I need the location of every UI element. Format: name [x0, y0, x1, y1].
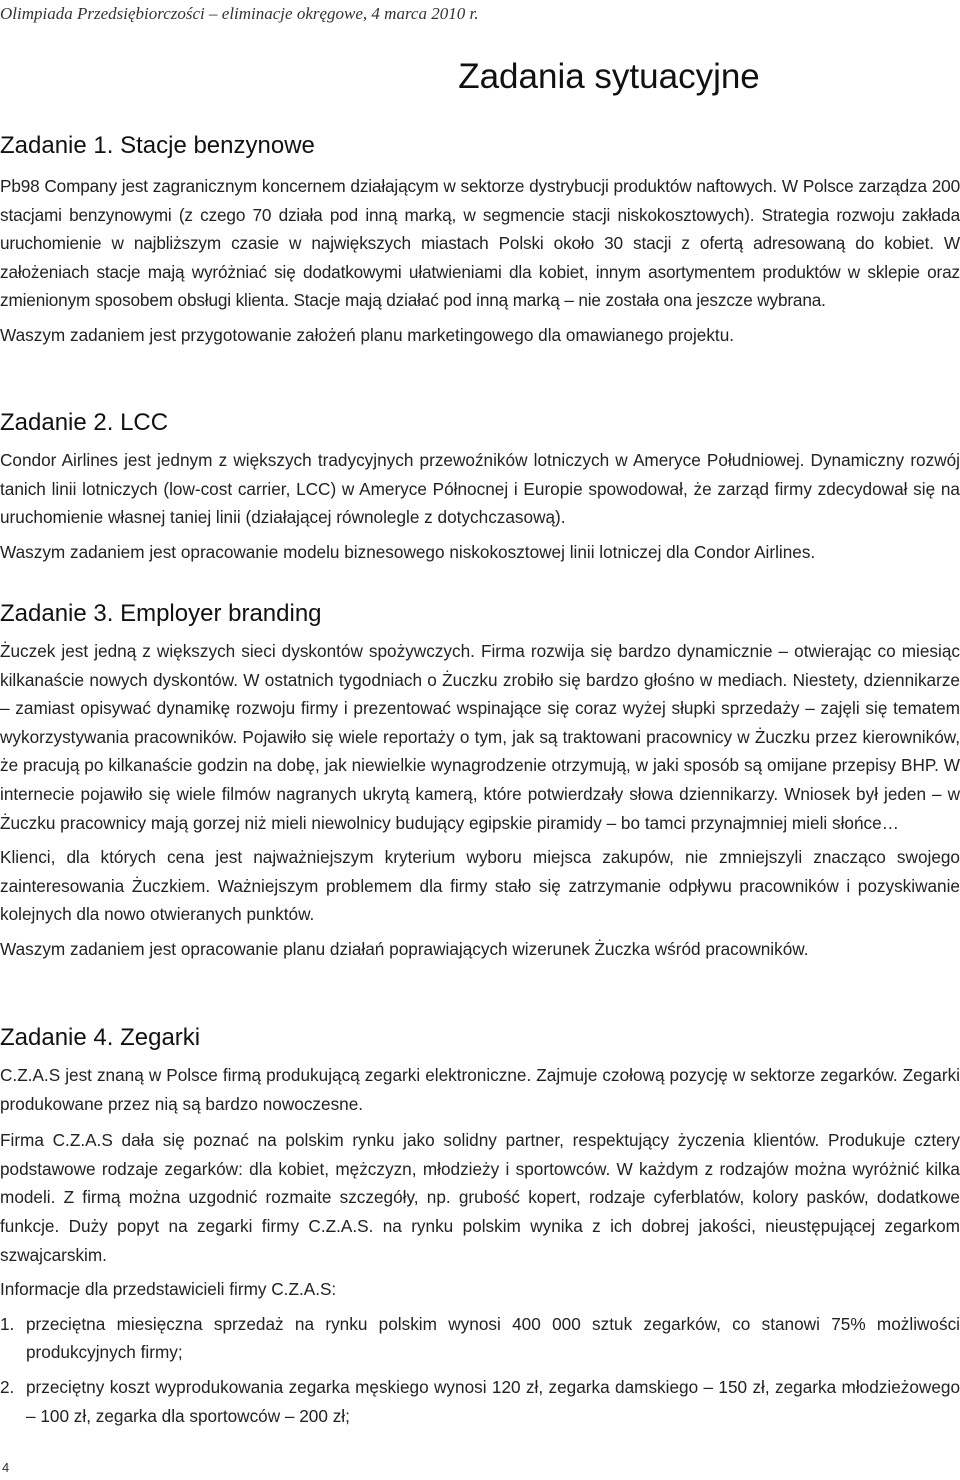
running-header: Olimpiada Przedsiębiorczości – eliminacje okręgowe, 4 marca 2010 r. — [0, 4, 479, 23]
task-2-paragraph-2: Waszym zadaniem jest opracowanie modelu biznesowego niskokosztowej linii lotniczej dla Condor Airlines. — [0, 541, 816, 562]
page-number: 4 — [2, 1460, 10, 1475]
task-4-paragraph-1: C.Z.A.S jest znaną w Polsce firmą produkującą zegarki elektroniczne. Zajmuje czołową pozycję w sektorze zegarków. Zegarki produkowane przez nią są bardzo nowoczesne. — [0, 1065, 960, 1114]
list-item — [0, 1373, 960, 1430]
page-title: Zadania sytuacyjne — [458, 57, 760, 96]
task-4-heading: Zadanie 4. Zegarki — [0, 1024, 201, 1051]
section-task-4 — [0, 1024, 960, 1430]
list-item — [0, 1310, 960, 1367]
list-item-number: 2. — [0, 1376, 15, 1397]
list-item-number: 1. — [0, 1313, 15, 1334]
list-item-text: przeciętny koszt wyprodukowania zegarka męskiego wynosi 120 zł, zegarka damskiego – 150 zł, zegarka młodzieżowego – 100 zł, zegarka dla sportowców – 200 zł; — [26, 1376, 960, 1426]
task-3-paragraph-1: Żuczek jest jedną z większych sieci dyskontów spożywczych. Firma rozwija się bardzo dynamicznie – otwierając co miesiąc kilkanaście nowych dyskontów. W ostatnich tygodniach o Żuczku zrobiło się bardzo głośno w mediach. Niestety, dziennikarze – zamiast opisywać dynamikę rozwoju firmy i prezentować wspinające się coraz wyżej słupki sprzedaży – zajęli się tematem wykorzystywania pracowników. Pojawiło się wiele reportaży o tym, jak są traktowani pracownicy w Żuczku przez kierowników, że pracują po kilkanaście godzin na dobę, jak niewielkie wynagrodzenie otrzymują, w jaki sposób są omijane przepisy BHP. W internecie pojawiło się wiele filmów nagranych ukrytą kamerą, które potwierdzały słowa dziennikarzy. Wniosek był jeden – w Żuczku pracownicy mają gorzej niż mieli niewolnicy budujący egipskie piramidy – bo tamci przynajmniej mieli słońce… — [0, 641, 960, 833]
section-task-1 — [0, 132, 960, 350]
section-task-3 — [0, 600, 960, 964]
list-item-text: przeciętna miesięczna sprzedaż na rynku polskim wynosi 400 000 sztuk zegarków, co stanowi 75% możliwości produkcyjnych firmy; — [26, 1313, 960, 1363]
task-4-info-list — [0, 1310, 960, 1430]
task-3-paragraph-3: Waszym zadaniem jest opracowanie planu działań poprawiających wizerunek Żuczka wśród pracowników. — [0, 938, 809, 959]
task-4-paragraph-2: Firma C.Z.A.S dała się poznać na polskim rynku jako solidny partner, respektujący życzenia klientów. Produkuje cztery podstawowe rodzaje zegarków: dla kobiet, mężczyzn, młodzieży i sportowców. W każdym z rodzajów można wyróżnić kilka modeli. Z firmą można uzgodnić rozmaite szczegóły, np. grubość kopert, rodzaje cyferblatów, kolory pasków, dodatkowe funkcje. Duży popyt na zegarki firmy C.Z.A.S. na rynku polskim wynika z ich dobrej jakości, nieustępującej zegarkom szwajcarskim. — [0, 1130, 960, 1265]
task-1-heading: Zadanie 1. Stacje benzynowe — [0, 132, 315, 159]
task-2-heading: Zadanie 2. LCC — [0, 409, 169, 436]
task-3-heading: Zadanie 3. Employer branding — [0, 600, 322, 627]
task-1-paragraph-2: Waszym zadaniem jest przygotowanie założeń planu marketingowego dla omawianego projektu. — [0, 324, 735, 345]
task-2-paragraph-1: Condor Airlines jest jednym z większych tradycyjnych przewoźników lotniczych w Ameryce Południowej. Dynamiczny rozwój tanich linii lotniczych (low-cost carrier, LCC) w Ameryce Północnej i Europie spowodował, że zarząd firmy zdecydował się na uruchomienie własnej taniej linii (działającej równolegle z dotychczasową). — [0, 450, 960, 528]
task-3-paragraph-2: Klienci, dla których cena jest najważniejszym kryterium wyboru miejsca zakupów, nie zmniejszyli znacząco swojego zainteresowania Żuczkiem. Ważniejszym problemem dla firmy stało się zatrzymanie odpływu pracowników i pozyskiwanie kolejnych dla nowo otwieranych punktów. — [0, 847, 960, 925]
task-4-paragraph-3: Informacje dla przedstawicieli firmy C.Z.A.S: — [0, 1279, 337, 1300]
task-1-paragraph-1: Pb98 Company jest zagranicznym koncernem działającym w sektorze dystrybucji produktów naftowych. W Polsce zarządza 200 stacjami benzynowymi (z czego 70 działa pod inną marką, w segmencie stacji niskokosztowych). Strategia rozwoju zakłada uruchomienie w najbliższym czasie w największych miastach Polski około 30 stacji z ofertą adresowaną do kobiet. W założeniach stacje mają wyróżniać się dodatkowymi ułatwieniami dla kobiet, innym asortymentem produktów w sklepie oraz zmienionym sposobem obsługi klienta. Stacje mają działać pod inną marką – nie została ona jeszcze wybrana. — [0, 176, 960, 311]
section-task-2 — [0, 409, 960, 566]
